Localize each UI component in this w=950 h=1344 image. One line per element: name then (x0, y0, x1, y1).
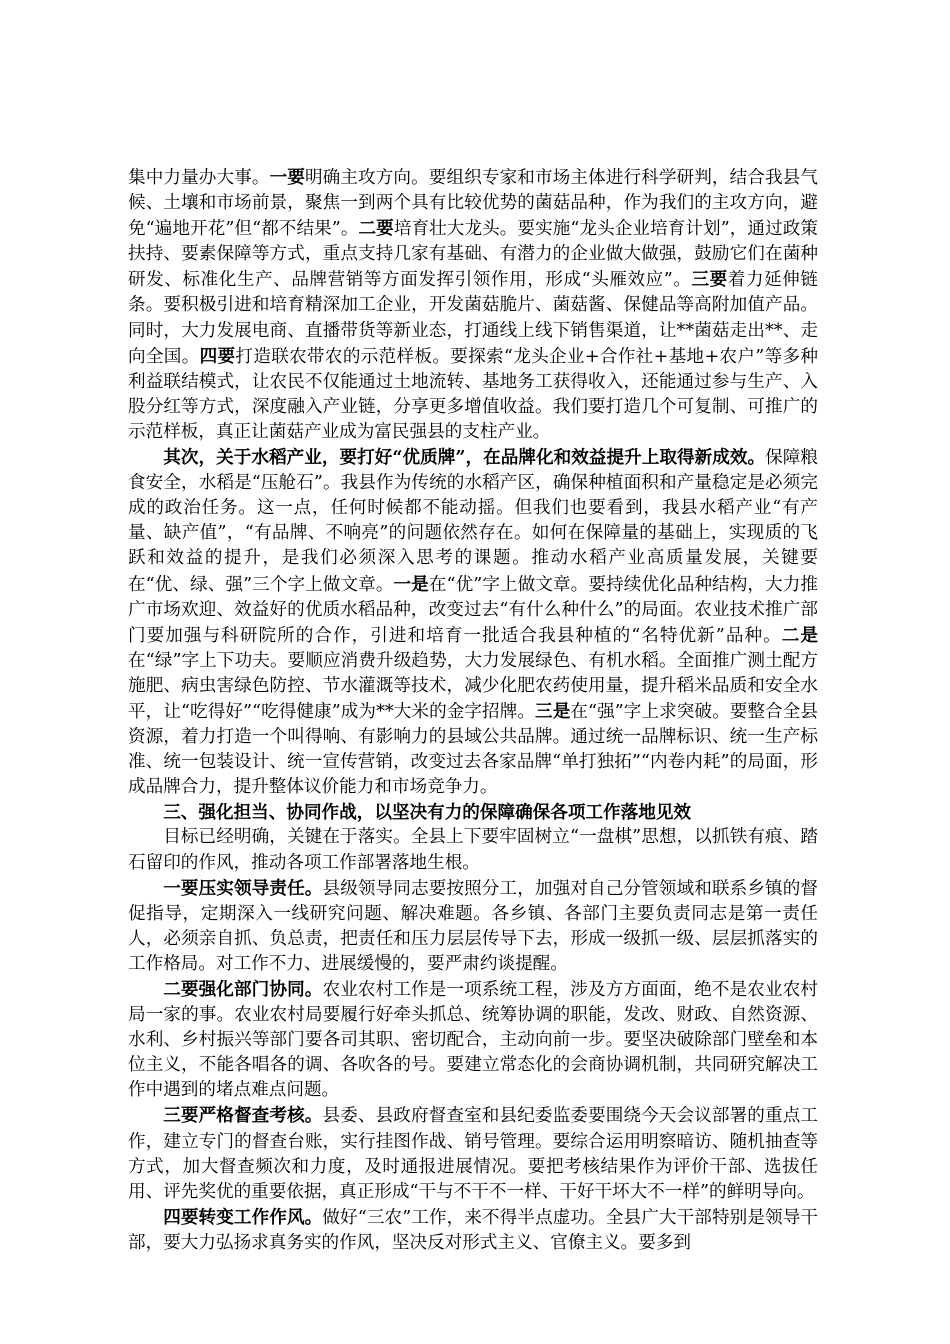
section-heading-text: 三、强化担当、协同作战，以坚决有力的保障确保各项工作落地见效 (163, 802, 692, 824)
text-run: 明确主攻方向。要组织专家和市场主体进行科学研判，结合我县气候、土壤和市场前景，聚焦一到两个具有比较优势的菌菇品种，作为我们的主攻方向，避免“遍地开花”但“都不结果”。 (128, 168, 818, 240)
text-run: 县级领导同志要按照分工，加强对自己分管领域和联系乡镇的督促指导，定期深入一线研究问题、解决难题。各乡镇、各部门主要负责同志是第一责任人，必须亲自抓、负总责，把责任和压力层层传导下去，形成一级抓一级、层层抓落实的工作格局。对工作不力、进展缓慢的，要严肃约谈提醒。 (128, 878, 818, 974)
text-run: 着力延伸链条。要积极引进和培育精深加工企业，开发菌菇脆片、菌菇酱、保健品等高附加值产品。同时，大力发展电商、直播带货等新业态，打通线上线下销售渠道，让**菌菇走出**、走向全国。 (128, 270, 818, 367)
text-run: 在“强”字上求突破。要整合全县资源，着力打造一个叫得响、有影响力的县域公共品牌。通过统一品牌标识、统一生产标准、统一包装设计、统一宣传营销，改变过去各家品牌“单打独拓”“内卷内耗”的局面，形成品牌合力，提升整体议价能力和市场竞争力。 (128, 701, 818, 798)
paragraph-work-style (128, 1205, 818, 1256)
paragraph-section-intro (128, 825, 818, 875)
text-run: 在“优”字上做文章。要持续优化品种结构，大力推广市场欢迎、效益好的优质水稻品种，改变过去“有什么种什么”的局面。农业技术推广部门要加强与科研院所的合作，引进和培育一批适合我县种植的“名特优新”品种。 (128, 574, 818, 646)
paragraph-lead-heading: 一要压实领导责任。 (163, 877, 323, 899)
paragraph-leadership-responsibility (128, 876, 818, 977)
text-run: 做好“三农”工作，来不得半点虚功。全县广大干部特别是领导干部，要大力弘扬求真务实的作风，坚决反对形式主义、官僚主义。要多到 (128, 1207, 818, 1253)
text-run: 培育壮大龙头。要实施“龙头企业培育计划”，通过政策扶持、要素保障等方式，重点支持几家有基础、有潜力的企业做大做强，鼓励它们在菌种研发、标准化生产、品牌营销等方面发挥引领作用，形成“头雁效应”。 (128, 219, 818, 291)
text-run: 打造联农带农的示范样板。要探索“龙头企业+合作社+基地+农户”等多种利益联结模式，让农民不仅能通过土地流转、基地务工获得收入，还能通过参与生产、入股分红等方式，深度融入产业链，分享更多增值收益。我们要打造几个可复制、可推广的示范样板，真正让菌菇产业成为富民强县的支柱产业。 (128, 346, 818, 442)
paragraph-department-coordination (128, 977, 818, 1103)
text-run: 在“绿”字上下功夫。要顺应消费升级趋势，大力发展绿色、有机水稻。全面推广测土配方施肥、病虫害绿色防控、节水灌溉等技术，减少化肥农药使用量，提升稻米品质和安全水平，让“吃得好”“吃得健康”成为**大米的金字招牌。 (128, 650, 818, 722)
text-run: 农业农村工作是一项系统工程，涉及方方面面，绝不是农业农村局一家的事。农业农村局要履行好牵头抓总、统筹协调的职能，发改、财政、自然资源、水利、乡村振兴等部门要各司其职、密切配合，主动向前一步。要坚决破除部门壁垒和本位主义，不能各唱各的调、各吹各的号。要建立常态化的会商协调机制，共同研究解决工作中遇到的堵点难点问题。 (128, 980, 818, 1101)
bold-marker-third: 三是 (535, 700, 571, 722)
document-body (128, 165, 818, 1256)
section-heading-three (128, 800, 818, 825)
text-run: 县委、县政府督查室和县纪委监委要围绕今天会议部署的重点工作，建立专门的督查台账，实行挂图作战、销号管理。要综合运用明察暗访、随机抽查等方式，加大督查频次和力度，及时通报进展情况。要把考核结果作为评价干部、选拔任用、评先奖优的重要依据，真正形成“干与不干不一样、干好干坏大不一样”的鲜明导向。 (128, 1106, 818, 1202)
bold-marker-first: 一要 (269, 167, 305, 188)
bold-marker-second: 二要 (358, 218, 394, 240)
text-run: 集中力量办大事。 (128, 168, 270, 188)
text-run: 保障粮食安全，水稻是“压舱石”。我县作为传统的水稻产区，确保种植面积和产量稳定是必须完成的政治任务。这一点，任何时候都不能动摇。但我们也要看到，我县水稻产业“有产量、缺产值”，“有品牌、不响亮”的问题依然存在。如何在保障量的基础上，实现质的飞跃和效益的提升，是我们必须深入思考的课题。推动水稻产业高质量发展，关键要在“优、绿、强”三个字上做文章。 (128, 448, 818, 595)
bold-marker-second: 二是 (781, 624, 818, 646)
text-run: 目标已经明确，关键在于落实。全县上下要牢固树立“一盘棋”思想，以抓铁有痕、踏石留印的作风，推动各项工作部署落地生根。 (128, 827, 818, 873)
bold-marker-fourth: 四要 (199, 345, 236, 367)
paragraph-lead-heading: 二要强化部门协同。 (163, 979, 323, 1000)
paragraph-lead-heading: 其次，关于水稻产业，要打好“优质牌”，在品牌化和效益提升上取得新成效。 (163, 447, 766, 469)
paragraph-lead-heading: 三要严格督查考核。 (163, 1105, 323, 1127)
paragraph-lead-heading: 四要转变工作作风。 (163, 1206, 323, 1228)
paragraph-mushroom-industry (128, 165, 818, 445)
bold-marker-first: 一是 (393, 573, 429, 595)
paragraph-supervision-assessment (128, 1103, 818, 1204)
paragraph-rice-industry (128, 445, 818, 800)
bold-marker-third: 三要 (691, 269, 728, 291)
